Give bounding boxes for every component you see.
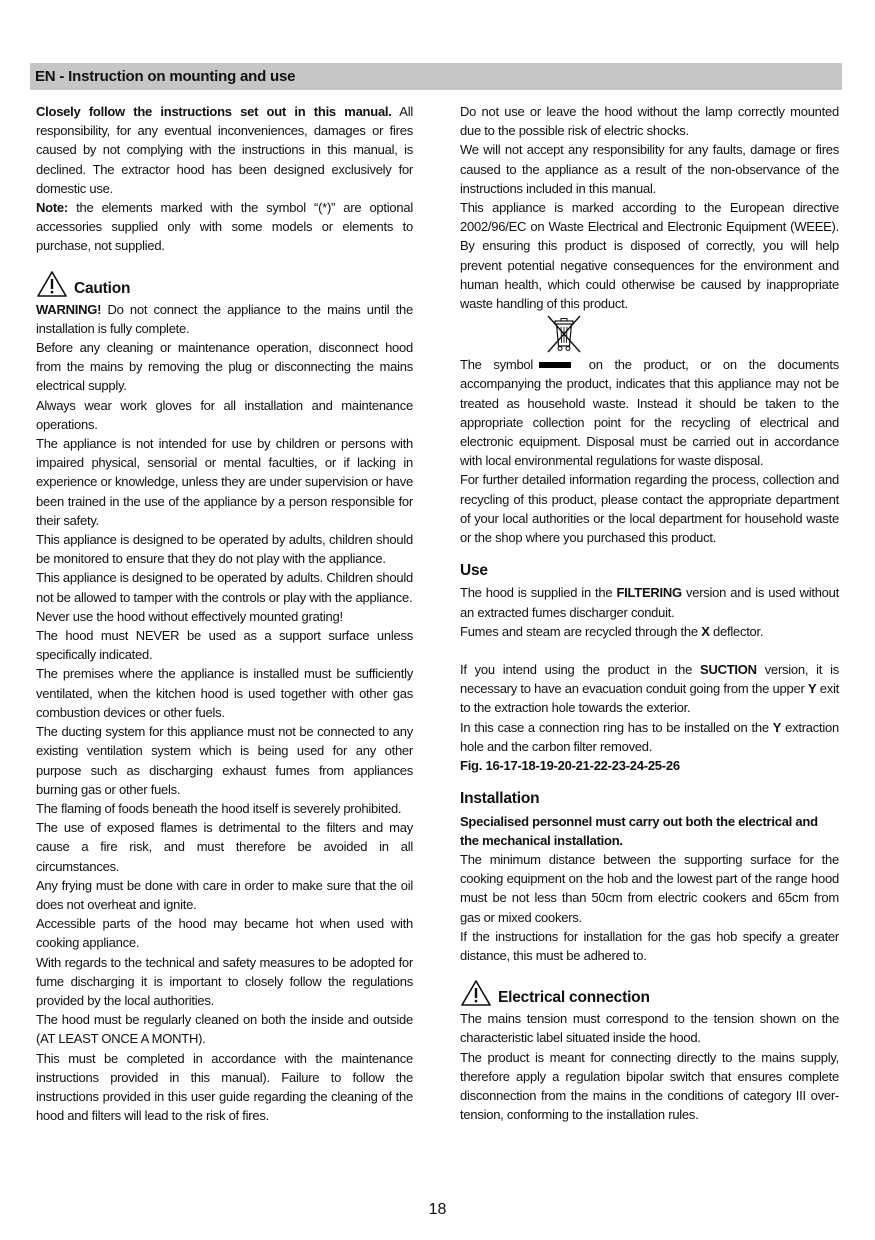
note-paragraph: Note: the elements marked with the symbol “(*)” are optional accessories supplied only with some models or elements to purchase, not supplied.: [36, 200, 413, 254]
caution-paragraph: The premises where the appliance is installed must be sufficiently ventilated, when the kitchen hood is used together with other gas combustion devices or other fuels.: [36, 666, 413, 720]
use-paragraph-suction: If you intend using the product in the SUCTION version, it is necessary to have an evacuation conduit going from the upper Y exit to the extraction hole towards the exterior.: [460, 662, 839, 716]
warning-triangle-icon: [36, 270, 68, 298]
weee-bar-icon: [539, 362, 571, 368]
caution-paragraph: The appliance is not intended for use by children or persons with impaired physical, sensorial or mental faculties, or if lacking in experience or knowledge, unless they are under supervision or have been trained in the use of the appliance by a person responsible for their safety.: [36, 436, 413, 528]
use-paragraph-deflector: Fumes and steam are recycled through the X deflector.: [460, 623, 764, 639]
caution-paragraph: Accessible parts of the hood may became hot when used with cooking appliance.: [36, 916, 413, 951]
weee-paragraph: This appliance is marked according to the European directive 2002/96/EC on Waste Electrical and Electronic Equipment (WEEE). By ensuring this product is disposed of correctly, you will help prevent potential negative consequences for the environment and human health, which could otherwise be caused by inappropriate waste handling of this product.: [460, 200, 839, 312]
caution-heading: [36, 270, 413, 298]
use-paragraph-ring: In this case a connection ring has to be installed on the Y extraction hole and the carbon filter removed.: [460, 719, 839, 754]
caution-paragraph: Never use the hood without effectively mounted grating!: [36, 608, 343, 624]
electrical-heading: [460, 979, 839, 1007]
use-title: Use: [460, 562, 488, 580]
installation-subtitle: Specialised personnel must carry out both the electrical and the mechanical installation.: [460, 813, 818, 848]
installation-paragraph: If the instructions for installation for the gas hob specify a greater distance, this must be adhered to.: [460, 928, 839, 963]
crossed-bin-icon: [544, 313, 584, 355]
electrical-paragraph: The mains tension must correspond to the tension shown on the characteristic label situated inside the hood.: [460, 1011, 839, 1046]
caution-paragraph: This appliance is designed to be operated by adults. Children should not be allowed to tamper with the controls or play with the appliance.: [36, 570, 413, 605]
caution-paragraph: Before any cleaning or maintenance operation, disconnect hood from the mains by removing the plug or disconnecting the mains electrical supply.: [36, 340, 413, 394]
intro-paragraph: Closely follow the instructions set out in this manual. All responsibility, for any eventual inconveniences, damages or fires caused by not complying with the instructions in this manual, is declined. The extractor hood has been designed exclusively for domestic use.: [36, 104, 414, 196]
left-column: [36, 102, 413, 1125]
electrical-paragraph: The product is meant for connecting directly to the mains supply, therefore apply a regulation bipolar switch that ensures complete disconnection from the mains in the conditions of category III over-tension, conforming to the installation rules.: [460, 1049, 839, 1123]
right-column: [460, 102, 839, 1124]
further-info-paragraph: For further detailed information regarding the process, collection and recycling of this product, please contact the appropriate department of your local authorities or the local department for household waste or the shop where you purchased this product.: [460, 472, 839, 546]
caution-paragraph: The hood must NEVER be used as a support surface unless specifically indicated.: [36, 628, 413, 663]
caution-title: Caution: [74, 279, 131, 297]
warning-paragraph: WARNING! Do not connect the appliance to the mains until the installation is fully complete.: [36, 301, 413, 336]
caution-paragraph: This appliance is designed to be operated by adults, children should be monitored to ensure that they do not play with the appliance.: [36, 532, 413, 567]
lamp-paragraph: Do not use or leave the hood without the lamp correctly mounted due to the possible risk of electric shocks.: [460, 104, 839, 139]
weee-symbol-area: [460, 313, 839, 355]
use-paragraph-filtering: The hood is supplied in the FILTERING version and is used without an extracted fumes discharger conduit.: [460, 585, 839, 620]
caution-paragraph: This must be completed in accordance with the maintenance instructions provided in this manual). Failure to follow the instructions provided in this user guide regarding the cleaning of the hood and filters will lead to the risk of fires.: [36, 1050, 413, 1124]
section-title: EN - Instruction on mounting and use: [35, 68, 296, 85]
responsibility-paragraph: We will not accept any responsibility for any faults, damage or fires caused to the appliance as a result of the non-observance of the instructions included in this manual.: [460, 142, 839, 196]
caution-paragraph: The flaming of foods beneath the hood itself is severely prohibited.: [36, 800, 402, 816]
symbol-paragraph: The symbol on the product, or on the documents accompanying the product, indicates that this appliance may not be treated as household waste. Instead it should be taken to the appropriate collection point for the recycling of electrical and electronic equipment. Disposal must be carried out in accordance with local environmental regulations for waste disposal.: [460, 357, 839, 469]
caution-paragraph: The ducting system for this appliance must not be connected to any existing ventilation system which is being used for any other purpose such as discharging exhaust fumes from appliances burning gas or other fuels.: [36, 724, 413, 797]
figure-reference: Fig. 16-17-18-19-20-21-22-23-24-25-26: [460, 758, 680, 774]
caution-paragraph: With regards to the technical and safety measures to be adopted for fume discharging it is important to closely follow the regulations provided by the local authorities.: [36, 954, 413, 1008]
caution-paragraph: Any frying must be done with care in order to make sure that the oil does not overheat and ignite.: [36, 877, 413, 912]
caution-paragraph: The use of exposed flames is detrimental to the filters and may cause a fire risk, and must therefore be avoided in all circumstances.: [36, 820, 413, 874]
caution-paragraph: The hood must be regularly cleaned on both the inside and outside (AT LEAST ONCE A MONTH).: [36, 1012, 413, 1047]
section-header: [30, 63, 842, 90]
electrical-title: Electrical connection: [498, 989, 650, 1007]
warning-triangle-icon: [460, 979, 492, 1007]
caution-paragraph: Always wear work gloves for all installation and maintenance operations.: [36, 397, 413, 432]
installation-paragraph: The minimum distance between the supporting surface for the cooking equipment on the hob and the lowest part of the range hood must be not less than 50cm from electric cookers and 65cm from gas or mixed cookers.: [460, 851, 839, 925]
page-number: 18: [428, 1201, 447, 1218]
installation-title: Installation: [460, 790, 540, 808]
